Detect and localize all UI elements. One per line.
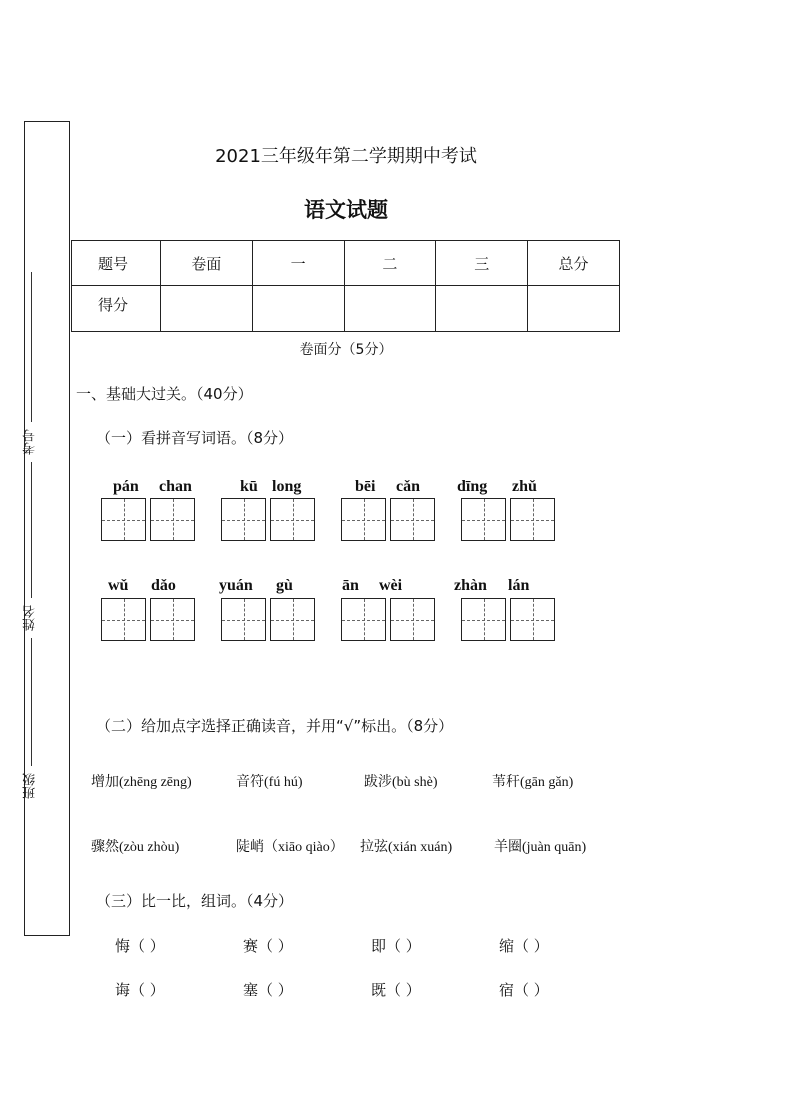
word-compare-item[interactable]: 诲（ ） [115,981,165,999]
score-table-header-row [72,241,620,286]
q3-heading: （三）比一比，组词。（4分） [96,892,294,910]
word-compare-item[interactable]: 既（ ） [371,981,421,999]
pronunciation-options[interactable]: （xiāo qiào） [264,840,344,855]
binding-line-class [31,638,32,766]
pinyin: kū [240,478,258,495]
pinyin: gù [276,577,293,594]
pinyin: ān [342,577,359,594]
score-cell-part1: 一 [252,241,344,286]
word-compare-item[interactable]: 缩（ ） [499,937,549,955]
tian-grid-box[interactable] [150,498,195,541]
exam-subtitle: 语文试题 [304,198,388,222]
pronunciation-item [236,771,303,791]
pronunciation-options[interactable]: (zhēng zēng) [119,775,192,790]
score-table [71,240,620,332]
tian-grid-box[interactable] [341,498,386,541]
pinyin: lán [508,577,530,594]
pronunciation-item [494,836,586,856]
score-cell-question-no: 题号 [72,241,161,286]
pronunciation-options[interactable]: (bù shè) [392,775,438,790]
pronunciation-word: 增加 [91,774,119,790]
score-cell-juanmian: 卷面 [160,241,252,286]
tian-grid-box[interactable] [101,498,146,541]
score-input-part1[interactable] [252,286,344,332]
tian-grid-box[interactable] [461,498,506,541]
pinyin: zhàn [454,577,487,594]
pronunciation-item [492,771,573,791]
word-compare-item[interactable]: 即（ ） [371,937,421,955]
pronunciation-word: 苇秆 [492,774,520,790]
juanmian-note: 卷面分（5分） [299,342,393,358]
pronunciation-item [364,771,438,791]
tian-grid-box[interactable] [390,598,435,641]
tian-grid-box[interactable] [101,598,146,641]
tian-grid-box[interactable] [270,598,315,641]
section1-heading: 一、基础大过关。（40分） [76,385,253,403]
pinyin: zhǔ [512,478,537,495]
pinyin: bēi [355,478,376,495]
binding-line-name [31,462,32,598]
score-input-juanmian[interactable] [160,286,252,332]
pronunciation-options[interactable]: (fú hú) [264,775,303,790]
tian-grid-box[interactable] [221,598,266,641]
word-compare-item[interactable]: 塞（ ） [243,981,293,999]
pronunciation-options[interactable]: (xián xuán) [388,840,453,855]
pronunciation-word: 跋涉 [364,774,392,790]
tian-grid-box[interactable] [461,598,506,641]
exam-title: 2021三年级年第二学期期中考试 [215,146,477,167]
binding-line-exam-number [31,272,32,422]
binding-label-name: 姓名 [23,605,38,631]
score-cell-part2: 二 [344,241,436,286]
pinyin: chan [159,478,192,495]
word-compare-item[interactable]: 赛（ ） [243,937,293,955]
pronunciation-word: 羊圈 [494,839,522,855]
score-input-part3[interactable] [436,286,528,332]
tian-grid-box[interactable] [390,498,435,541]
tian-grid-box[interactable] [221,498,266,541]
pinyin: long [272,478,302,495]
tian-grid-box[interactable] [510,498,555,541]
pronunciation-word: 骤然 [91,839,119,855]
score-table-score-row [72,286,620,332]
score-input-part2[interactable] [344,286,436,332]
score-cell-part3: 三 [436,241,528,286]
tian-grid-box[interactable] [150,598,195,641]
q2-heading: （二）给加点字选择正确读音，并用“√”标出。（8分） [96,717,454,735]
pronunciation-item [236,836,344,856]
score-cell-total: 总分 [528,241,620,286]
pronunciation-item [91,771,192,791]
pinyin: cǎn [396,478,420,495]
word-compare-item[interactable]: 宿（ ） [499,981,549,999]
pinyin: dǎo [151,577,176,594]
word-compare-item[interactable]: 悔（ ） [115,937,165,955]
pronunciation-word: 拉弦 [360,839,388,855]
pinyin: wǔ [108,577,129,594]
binding-label-class: 班级 [23,773,38,799]
pinyin: wèi [379,577,403,594]
tian-grid-box[interactable] [341,598,386,641]
pronunciation-options[interactable]: (gān gǎn) [520,775,574,790]
tian-grid-box[interactable] [510,598,555,641]
pinyin: yuán [219,577,253,594]
pinyin: dīng [457,478,488,495]
pronunciation-item [91,836,179,856]
binding-label-exam-number: 考号 [23,429,38,455]
pronunciation-item [360,836,452,856]
score-input-total[interactable] [528,286,620,332]
score-cell-score-label: 得分 [72,286,161,332]
pronunciation-options[interactable]: (juàn quān) [522,840,587,855]
pronunciation-word: 陡峭 [236,839,264,855]
q1-heading: （一）看拼音写词语。（8分） [96,429,294,447]
pronunciation-options[interactable]: (zòu zhòu) [119,840,180,855]
tian-grid-box[interactable] [270,498,315,541]
pronunciation-word: 音符 [236,774,264,790]
pinyin: pán [113,478,139,495]
